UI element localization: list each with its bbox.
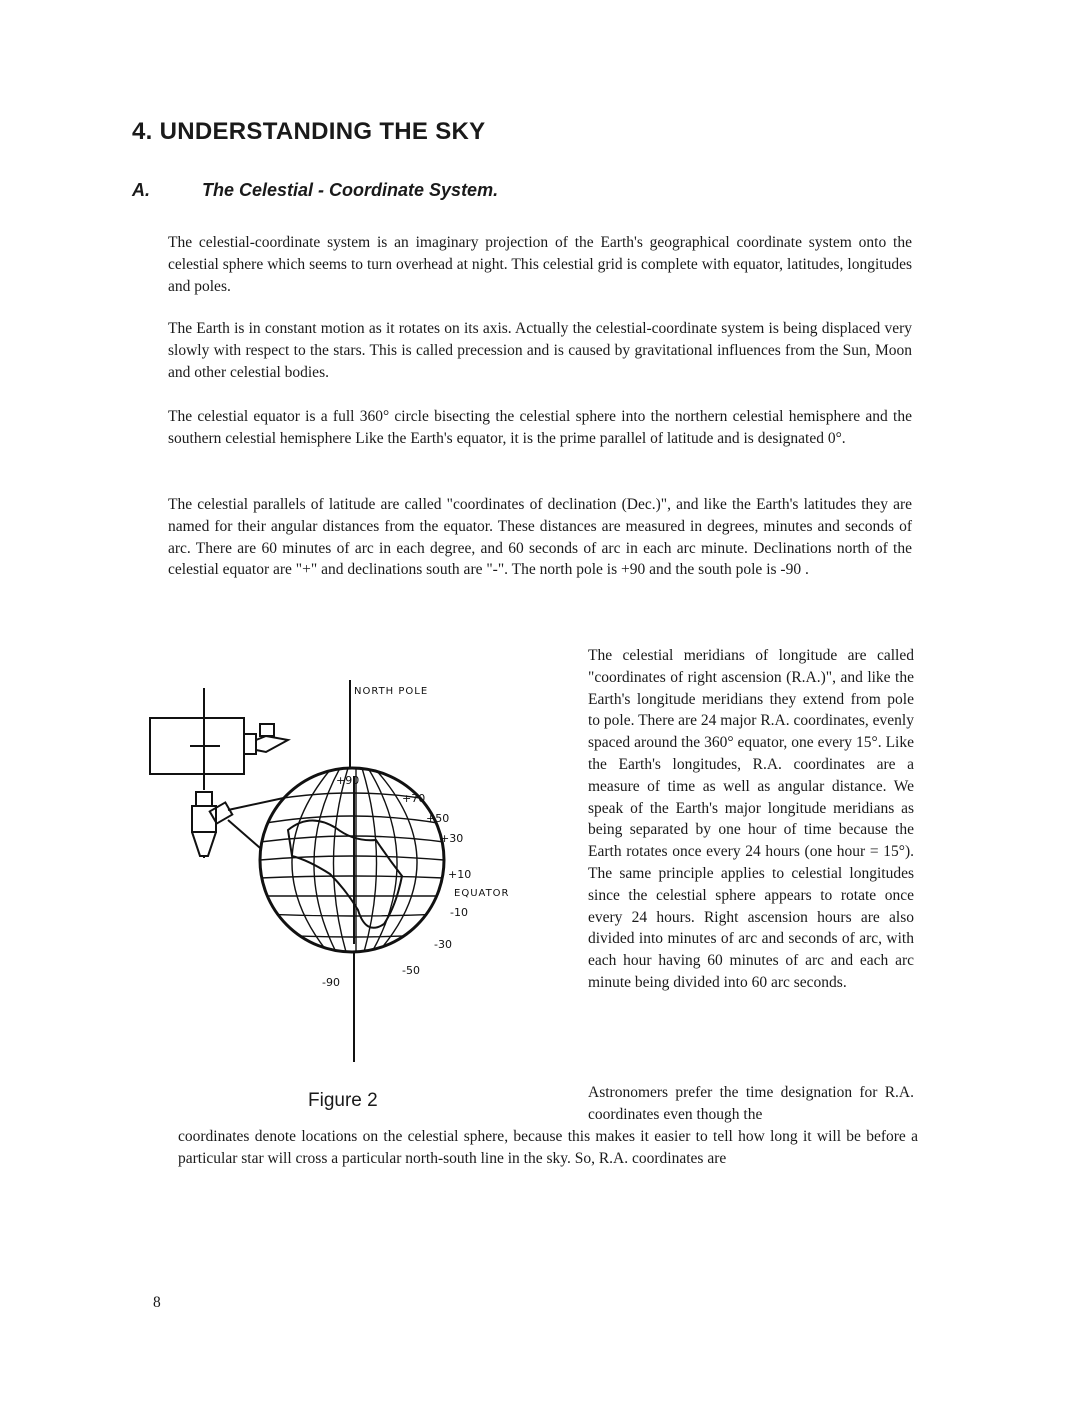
section-letter: A. (132, 180, 150, 200)
dec-label-minus-10: -10 (450, 906, 468, 919)
paragraph-right-ascension: The celestial meridians of longitude are called "coordinates of right ascension (R.A.)", and like the Earth's longitude meridians they extend from pole to pole. There are 24 major R.A. coordinates, evenly spaced around the 360° equator, one every 15°. Like the Earth's longitudes, R.A. coordinates are a measure of time as well as angular distance. We speak of the Earth's major longitude meridians as being separated by one hour of time because the Earth rotates once every 24 hours (one hour = 15°). The same principle applies to celestial longitudes since the celestial sphere appears to rotate once every 24 hours. Right ascension hours are also divided into minutes of arc and seconds of arc, with each hour having 60 minutes of arc and each arc minute being divided into 60 arc seconds. (588, 647, 914, 991)
dec-label-plus-70: +70 (402, 792, 426, 805)
figure-caption: Figure 2 (308, 1090, 378, 1111)
paragraph-celestial-equator: The celestial equator is a full 360° circle bisecting the celestial sphere into the northern celestial hemisphere and the southern celestial hemisphere Like the Earth's equator, it is the prime parallel of latitude and is designated 0°. (168, 408, 912, 447)
paragraph-time-designation-continued: coordinates denote locations on the celestial sphere, because this makes it easier to tell how long it will be before a particular star will cross a particular north-south line in the sky. So, R.A. coordinates are (178, 1128, 918, 1167)
north-pole-label: NORTH POLE (354, 686, 429, 697)
section-heading (132, 180, 498, 201)
dec-label-plus-50: +50 (426, 812, 450, 825)
dec-label-minus-90: -90 (322, 976, 340, 989)
paragraph-declination: The celestial parallels of latitude are called "coordinates of declination (Dec.)", and like the Earth's latitudes they are named for their angular distances from the equator. These distances are measured in degrees, minutes and seconds of arc. There are 60 minutes of arc in each degree, and 60 seconds of arc in each arc minute. Declinations north of the celestial equator are "+" and declinations south are "-". The north pole is +90 and the south pole is -90 . (168, 496, 912, 579)
celestial-sphere-figure (140, 660, 540, 1080)
dec-label-plus-10: +10 (448, 868, 472, 881)
section-title: The Celestial - Coordinate System. (202, 180, 499, 200)
equator-label: EQUATOR (454, 888, 510, 899)
paragraph-time-designation-start: Astronomers prefer the time designation for R.A. coordinates even though the (588, 1084, 914, 1123)
chapter-title: 4. UNDERSTANDING THE SKY (132, 118, 486, 145)
paragraph-coordinate-system: The celestial-coordinate system is an imaginary projection of the Earth's geographical coordinate system onto the celestial sphere which seems to turn overhead at night. This celestial grid is complete with equator, latitudes, longitudes and poles. (168, 234, 912, 295)
dec-label-minus-50: -50 (402, 964, 420, 977)
dec-label-plus-90: +90 (336, 774, 360, 787)
dec-label-plus-30: +30 (440, 832, 464, 845)
paragraph-precession: The Earth is in constant motion as it rotates on its axis. Actually the celestial-coordinate system is being displaced very slowly with respect to the stars. This is called precession and is caused by gravitational influences from the Sun, Moon and other celestial bodies. (168, 320, 912, 381)
dec-label-minus-30: -30 (434, 938, 452, 951)
page-number: 8 (153, 1294, 161, 1311)
